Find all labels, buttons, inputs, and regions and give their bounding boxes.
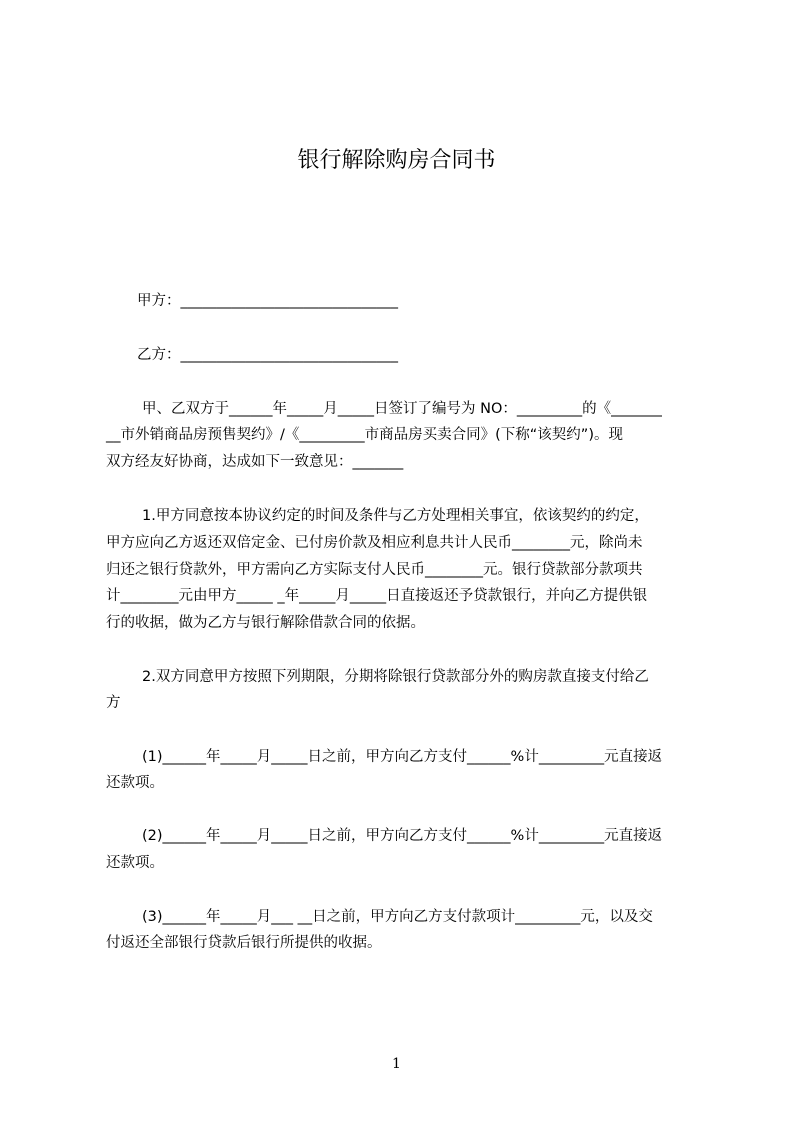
clause-line: 1.甲方同意按本协议约定的时间及条件与乙方处理相关事宜，依该契约的约定， [142, 508, 649, 524]
party-a-line: 甲方：______________________________ [137, 293, 398, 309]
item-line: (1)______年_____月_____日之前，甲方向乙方支付______%计_________元直接返 [142, 749, 663, 765]
item-line: (2)______年_____月_____日之前，甲方向乙方支付______%计_________元直接返 [142, 828, 663, 844]
item-line: 付返还全部银行贷款后银行所提供的收据。 [106, 935, 382, 951]
item-line: 还款项。 [106, 775, 164, 791]
intro-line: 甲、乙双方于______年_____月_____日签订了编号为 NO：_________的《_______ [142, 401, 662, 417]
clause-line: 方 [106, 695, 121, 711]
intro-line: 双方经友好协商，达成如下一致意见：_______ [106, 454, 404, 470]
document-title: 银行解除购房合同书 [297, 148, 496, 173]
page-number: 1 [392, 1056, 401, 1072]
clause-line: 归还之银行贷款外，甲方需向乙方实际支付人民币________元。银行贷款部分款项共 [106, 562, 643, 578]
item-line: 还款项。 [106, 855, 164, 871]
clause-line: 2.双方同意甲方按照下列期限，分期将除银行贷款部分外的购房款直接支付给乙 [142, 669, 649, 685]
party-b-line: 乙方：______________________________ [137, 347, 398, 363]
item-line: (3)______年_____月___ __日之前，甲方向乙方支付款项计_________元，以及交 [142, 909, 653, 925]
clause-line: 甲方应向乙方返还双倍定金、已付房价款及相应利息共计人民币________元，除尚未 [106, 535, 643, 551]
clause-line: 计________元由甲方_____ _年_____月_____日直接返还予贷款银行，并向乙方提供银 [106, 588, 648, 604]
intro-line: __市外销商品房预售契约》/《_________市商品房买卖合同》(下称“该契约”)。现 [106, 427, 623, 443]
clause-line: 行的收据，做为乙方与银行解除借款合同的依据。 [106, 615, 425, 631]
